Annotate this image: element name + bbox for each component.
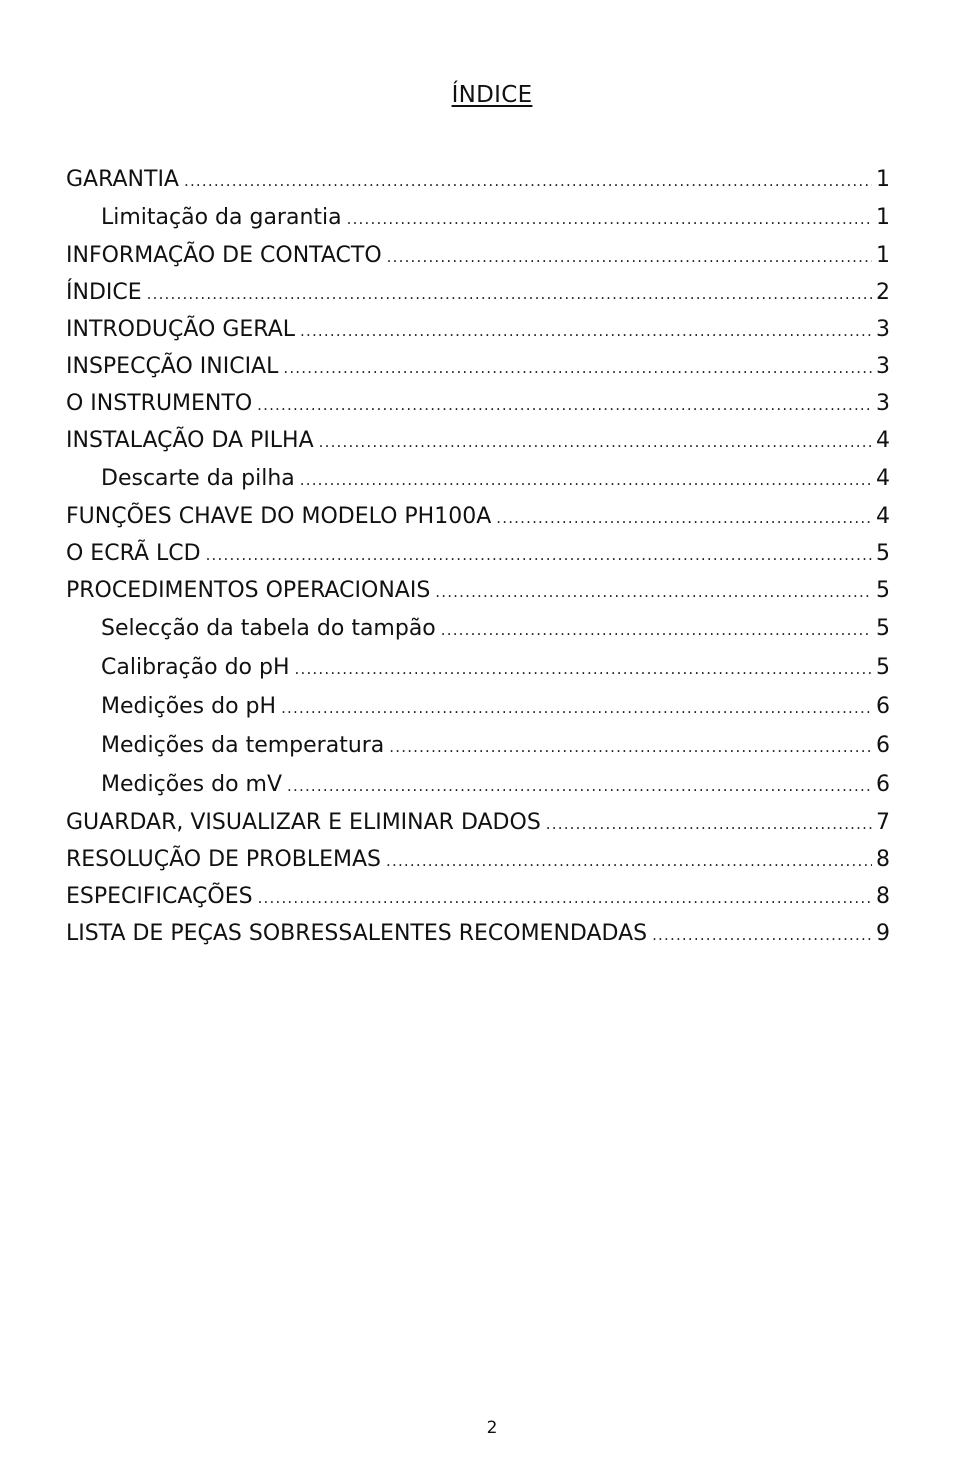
toc-dot-leader [435,574,872,610]
toc-entry-page: 1 [876,167,890,192]
toc-entry-page: 9 [876,921,890,946]
toc-entry-label: LISTA DE PEÇAS SOBRESSALENTES RECOMENDADAS [66,921,648,946]
toc-entry-page: 1 [876,205,890,230]
toc-entry-label: Calibração do pH [101,655,290,680]
toc-entry[interactable] [66,916,890,953]
toc-dot-leader [386,843,872,879]
toc-entry-page: 4 [876,466,890,491]
toc-entry-page: 5 [876,578,890,603]
toc-entry[interactable] [66,312,890,349]
toc-entry[interactable] [66,275,890,312]
toc-entry-label: Medições do pH [101,694,277,719]
toc-entry-label: Medições do mV [101,772,283,797]
toc-entry-label: PROCEDIMENTOS OPERACIONAIS [66,578,431,603]
toc-dot-leader [496,500,872,536]
toc-entry-label: O INSTRUMENTO [66,391,253,416]
toc-dot-leader [347,200,872,238]
toc-subentry[interactable] [66,688,890,727]
toc-entry-label: Selecção da tabela do tampão [101,616,436,641]
toc-entry-page: 6 [876,694,890,719]
toc-dot-leader [387,239,872,275]
toc-entry[interactable] [66,499,890,536]
toc-entry[interactable] [66,536,890,573]
toc-entry[interactable] [66,238,890,275]
toc-subentry[interactable] [66,766,890,805]
toc-entry-page: 6 [876,733,890,758]
toc-entry-label: Medições da temperatura [101,733,385,758]
toc-entry-label: INSPECÇÃO INICIAL [66,354,279,379]
toc-entry-page: 5 [876,655,890,680]
toc-subentry[interactable] [66,460,890,499]
toc-dot-leader [206,537,872,573]
toc-entry-label: GUARDAR, VISUALIZAR E ELIMINAR DADOS [66,810,541,835]
toc-dot-leader [147,276,872,312]
page-title: ÍNDICE [451,82,533,108]
toc-entry-page: 1 [876,243,890,268]
toc-entry[interactable] [66,423,890,460]
toc-dot-leader [319,424,872,460]
toc-dot-leader [184,163,872,199]
toc-dot-leader [287,767,872,805]
toc-dot-leader [283,350,872,386]
toc-entry-label: FUNÇÕES CHAVE DO MODELO PH100A [66,504,492,529]
toc-dot-leader [300,461,872,499]
toc-entry-label: Descarte da pilha [101,466,295,491]
toc-entry-page: 8 [876,847,890,872]
toc-entry-label: ÍNDICE [66,280,142,305]
toc-entry-page: 4 [876,504,890,529]
toc-entry-label: INTRODUÇÃO GERAL [66,317,296,342]
toc-subentry[interactable] [66,199,890,238]
toc-entry-page: 3 [876,391,890,416]
toc-entry-page: 7 [876,810,890,835]
toc-entry[interactable] [66,573,890,610]
table-of-contents [66,162,890,953]
toc-dot-leader [441,611,872,649]
toc-dot-leader [389,728,872,766]
toc-subentry[interactable] [66,727,890,766]
toc-entry-page: 8 [876,884,890,909]
toc-entry-page: 2 [876,280,890,305]
toc-entry[interactable] [66,162,890,199]
toc-entry[interactable] [66,386,890,423]
toc-entry[interactable] [66,842,890,879]
toc-entry-page: 4 [876,428,890,453]
toc-dot-leader [295,650,872,688]
toc-entry-label: RESOLUÇÃO DE PROBLEMAS [66,847,382,872]
toc-entry[interactable] [66,805,890,842]
toc-dot-leader [258,880,872,916]
toc-entry-page: 5 [876,616,890,641]
toc-dot-leader [257,387,872,423]
toc-entry-page: 6 [876,772,890,797]
toc-dot-leader [281,689,872,727]
toc-subentry[interactable] [66,610,890,649]
toc-entry-label: Limitação da garantia [101,205,342,230]
toc-dot-leader [652,917,872,953]
toc-entry-page: 5 [876,541,890,566]
toc-dot-leader [546,806,872,842]
toc-entry-label: GARANTIA [66,167,179,192]
toc-entry-label: ESPECIFICAÇÕES [66,884,253,909]
page-number: 2 [486,1418,498,1438]
toc-subentry[interactable] [66,649,890,688]
toc-dot-leader [300,313,872,349]
toc-entry[interactable] [66,349,890,386]
toc-entry-label: INSTALAÇÃO DA PILHA [66,428,314,453]
toc-entry-page: 3 [876,354,890,379]
toc-entry-page: 3 [876,317,890,342]
toc-entry-label: O ECRÃ LCD [66,541,201,566]
toc-entry[interactable] [66,879,890,916]
toc-entry-label: INFORMAÇÃO DE CONTACTO [66,243,382,268]
